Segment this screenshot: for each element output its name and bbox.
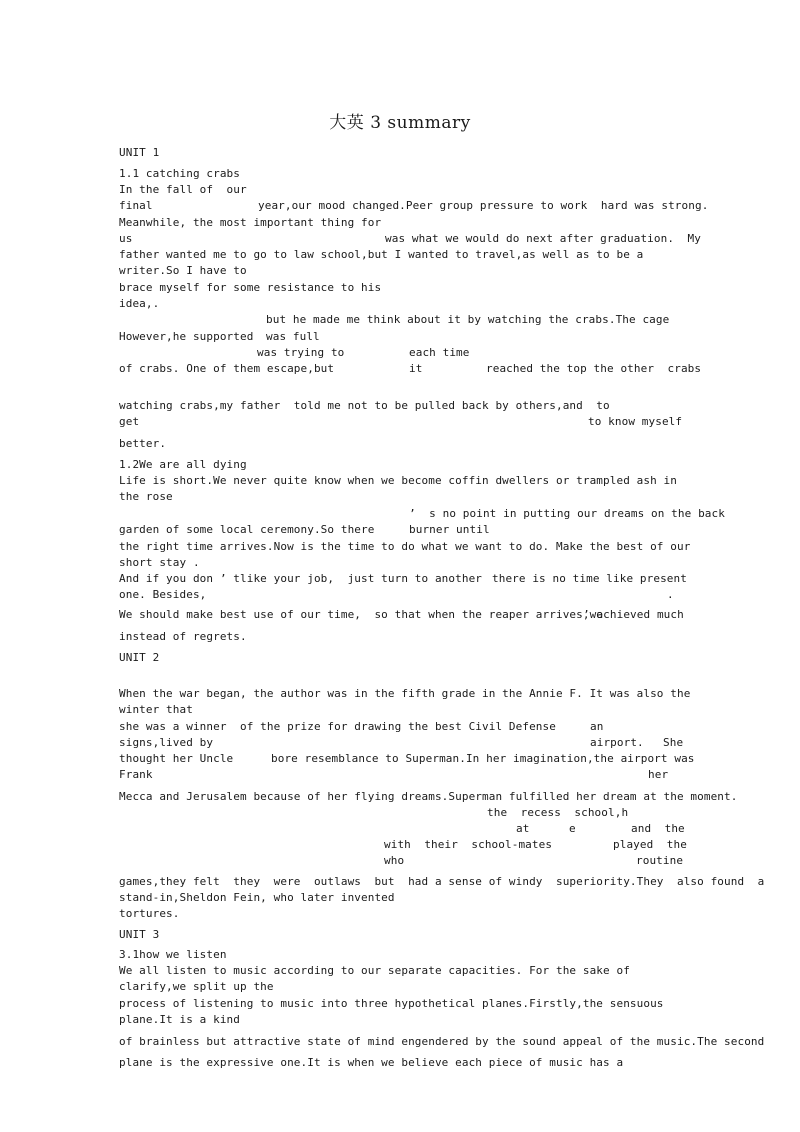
text-line: us <box>119 232 133 245</box>
text-line: was what we would do next after graduation. My <box>385 232 701 245</box>
text-line: airport. <box>590 736 644 749</box>
text-line: idea,. <box>119 297 160 310</box>
text-line: it <box>409 362 423 375</box>
text-line: better. <box>119 437 167 450</box>
text-line: one. Besides, <box>119 588 207 601</box>
section-title: 3.1how we listen <box>119 948 227 961</box>
text-line: short stay . <box>119 556 200 569</box>
text-line: instead of regrets. <box>119 630 247 643</box>
text-line: stand-in,Sheldon Fein, who later invented <box>119 891 395 904</box>
text-line: When the war began, the author was in the fifth grade in the Annie F. It was also the <box>119 687 691 700</box>
text-line: at <box>516 822 530 835</box>
text-line: ’ achieved much <box>583 608 684 621</box>
unit-heading: UNIT 2 <box>119 651 160 664</box>
text-line: was trying to <box>257 346 345 359</box>
unit-heading: UNIT 3 <box>119 928 160 941</box>
text-line: get <box>119 415 140 428</box>
text-line: father wanted me to go to law school,but I wanted to travel,as well as to be a <box>119 248 644 261</box>
text-line: she was a winner of the prize for drawing the best Civil Defense <box>119 720 556 733</box>
text-line: Life is short.We never quite know when we become coffin dwellers or trampled ash in <box>119 474 677 487</box>
text-line: In the fall of our <box>119 183 247 196</box>
text-line: burner until <box>409 523 490 536</box>
text-line: was full <box>266 330 320 343</box>
text-line: her <box>648 768 669 781</box>
text-line: plane.It is a kind <box>119 1013 241 1026</box>
text-line: routine <box>636 854 684 867</box>
text-line: process of listening to music into three hypothetical planes.Firstly,the sensuous <box>119 997 664 1010</box>
text-line: e <box>569 822 576 835</box>
text-line: the rose <box>119 490 173 503</box>
text-line: of crabs. One of them escape,but <box>119 362 335 375</box>
text-line: winter that <box>119 703 193 716</box>
text-line: with their school-mates <box>384 838 553 851</box>
page-title: 大英 3 summary <box>329 113 471 133</box>
text-line: And if you don ’ tlike your job, just turn to another <box>119 572 483 585</box>
text-line: bore resemblance to Superman.In her imagination,the airport was <box>271 752 695 765</box>
text-line: writer.So I have to <box>119 264 247 277</box>
text-line: plane is the expressive one.It is when we believe each piece of music has a <box>119 1056 624 1069</box>
text-line: the recess school,h <box>487 806 629 819</box>
text-line: but he made me think about it by watching the crabs.The cage <box>266 313 670 326</box>
text-line: She <box>663 736 684 749</box>
text-line: the right time arrives.Now is the time to do what we want to do. Make the best of our <box>119 540 691 553</box>
text-line: Frank <box>119 768 153 781</box>
text-line: year,our mood changed.Peer group pressure to work hard was strong. <box>258 199 709 212</box>
text-line: Mecca and Jerusalem because of her flying dreams.Superman fulfilled her dream at the moment. <box>119 790 738 803</box>
text-line: However,he supported <box>119 330 254 343</box>
text-line: each time <box>409 346 470 359</box>
text-line: tortures. <box>119 907 180 920</box>
text-line: of brainless but attractive state of mind engendered by the sound appeal of the music.The second <box>119 1035 765 1048</box>
text-line: . <box>667 588 674 601</box>
text-line: clarify,we split up the <box>119 980 274 993</box>
text-line: who <box>384 854 405 867</box>
text-line: brace myself for some resistance to his <box>119 281 382 294</box>
text-line: an <box>590 720 604 733</box>
text-line: games,they felt they were outlaws but had a sense of windy superiority.They also found a <box>119 875 765 888</box>
text-line: and the <box>631 822 685 835</box>
text-line: signs,lived by <box>119 736 214 749</box>
text-line: reached the top the other crabs <box>486 362 702 375</box>
text-line: Meanwhile, the most important thing for <box>119 216 382 229</box>
text-line: garden of some local ceremony.So there <box>119 523 375 536</box>
text-line: ’ s no point in putting our dreams on the back <box>409 507 725 520</box>
unit-heading: UNIT 1 <box>119 146 160 159</box>
text-line: We should make best use of our time, so that when the reaper arrives,we <box>119 608 604 621</box>
text-line: played the <box>613 838 687 851</box>
text-line: We all listen to music according to our separate capacities. For the sake of <box>119 964 630 977</box>
section-title: 1.1 catching crabs <box>119 167 241 180</box>
text-line: there is no time like present <box>492 572 687 585</box>
text-line: to know myself <box>588 415 683 428</box>
section-title: 1.2We are all dying <box>119 458 247 471</box>
text-line: thought her Uncle <box>119 752 234 765</box>
text-line: watching crabs,my father told me not to be pulled back by others,and to <box>119 399 610 412</box>
text-line: final <box>119 199 153 212</box>
